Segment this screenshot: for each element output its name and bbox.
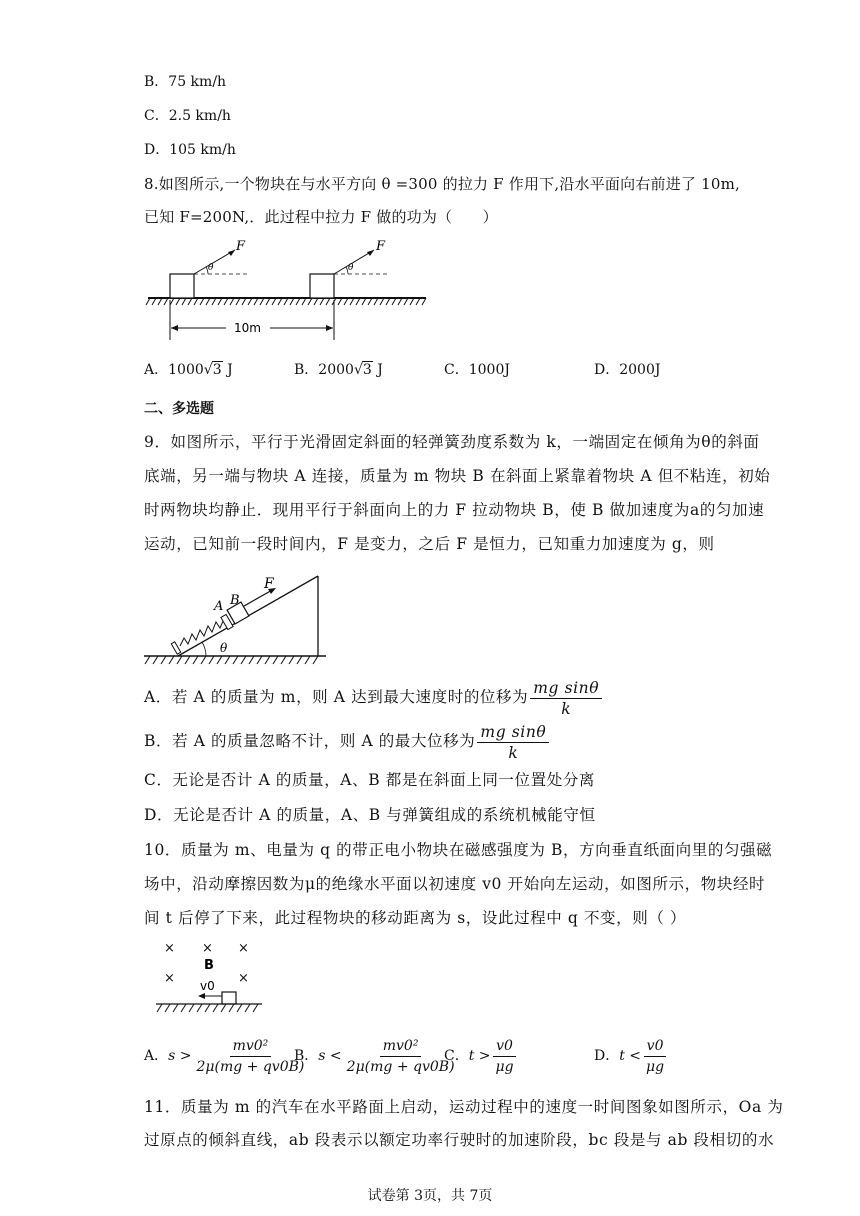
svg-text:×: × bbox=[238, 941, 249, 956]
svg-text:B: B bbox=[230, 593, 240, 608]
q8-stem-line-1: 8.如图所示,一个物块在与水平方向 θ =300 的拉力 F 作用下,沿水平面向右前进了 10m, bbox=[144, 175, 740, 193]
svg-text:θ: θ bbox=[348, 263, 354, 273]
q8-option-b: B．2000√3 J bbox=[294, 362, 383, 378]
svg-text:v0: v0 bbox=[200, 979, 215, 993]
svg-text:F: F bbox=[236, 239, 246, 254]
q8-stem-line-2: 已知 F=200N,．此过程中拉力 F 做的功为（ ） bbox=[144, 208, 498, 226]
q10-option-c: C．t > $\frac{v0}{\mu g}$ bbox=[444, 1036, 519, 1076]
q9-option-a-fraction: $\frac{\text{mg sinθ}}{k}$ bbox=[530, 679, 602, 718]
q10-option-a: A．s > $\frac{\text{mv0²}}{2\mu(mg + qv0B)}$ bbox=[144, 1037, 305, 1075]
page-footer: 试卷第 3页，共 7页 bbox=[367, 1188, 493, 1204]
q9-option-b-fraction: $\frac{\text{mg sinθ}}{k}$ bbox=[477, 723, 549, 762]
q7-option-b: B．75 km/h bbox=[144, 74, 227, 90]
q9-figure bbox=[140, 572, 330, 666]
q7-option-c: C．2.5 km/h bbox=[144, 108, 231, 124]
q11-stem-line-1: 11．质量为 m 的汽车在水平路面上启动，运动过程中的速度一时间图象如图所示，Oa 为 bbox=[144, 1098, 784, 1116]
svg-text:A: A bbox=[214, 599, 224, 614]
svg-text:×: × bbox=[202, 941, 213, 956]
q9-stem-line-1: 9．如图所示，平行于光滑固定斜面的轻弹簧劲度系数为 k，一端固定在倾角为θ的斜面 bbox=[144, 433, 760, 451]
q8-figure bbox=[140, 236, 430, 340]
q9-stem-line-4: 运动，已知前一段时间内，F 是变力，之后 F 是恒力，已知重力加速度为 g，则 bbox=[144, 535, 715, 553]
q7-option-d: D．105 km/h bbox=[144, 142, 236, 158]
svg-text:F: F bbox=[376, 239, 386, 254]
q11-stem-line-2: 过原点的倾斜直线，ab 段表示以额定功率行驶时的加速阶段，bc 段是与 ab 段相切的水 bbox=[144, 1131, 775, 1149]
svg-text:B: B bbox=[204, 958, 214, 973]
q10-stem-line-2: 场中，沿动摩擦因数为μ的绝缘水平面以初速度 v0 开始向左运动，如图所示，物块经时 bbox=[144, 875, 766, 893]
svg-text:×: × bbox=[238, 971, 249, 986]
svg-text:θ: θ bbox=[208, 263, 214, 273]
q10-option-d: D．t < $\frac{v0}{\mu g}$ bbox=[594, 1036, 669, 1076]
q9-stem-line-3: 时两物块均静止．现用平行于斜面向上的力 F 拉动物块 B，使 B 做加速度为a的匀加速 bbox=[144, 501, 765, 519]
q9-option-d: D．无论是否计 A 的质量，A、B 与弹簧组成的系统机械能守恒 bbox=[144, 806, 596, 824]
svg-text:θ: θ bbox=[220, 641, 228, 655]
q8-option-a: A．1000√3 J bbox=[144, 362, 233, 378]
q10-figure bbox=[150, 936, 270, 1018]
q9-option-a: A．若 A 的质量为 m，则 A 达到最大速度时的位移为 $\frac{\text{mg sinθ}}{k}$ bbox=[144, 677, 604, 718]
q9-option-c: C．无论是否计 A 的质量，A、B 都是在斜面上同一位置处分离 bbox=[144, 771, 596, 789]
q10-stem-line-3: 间 t 后停了下来，此过程物块的移动距离为 s，设此过程中 q 不变，则（ ） bbox=[144, 909, 687, 927]
svg-text:×: × bbox=[164, 941, 175, 956]
section-heading-multiple-choice: 二、多选题 bbox=[144, 401, 214, 417]
q10-stem-line-1: 10．质量为 m、电量为 q 的带正电小物块在磁感强度为 B，方向垂直纸面向里的匀强磁 bbox=[144, 841, 773, 859]
svg-text:10m: 10m bbox=[234, 321, 261, 335]
q8-option-c: C．1000J bbox=[444, 362, 510, 378]
svg-text:F: F bbox=[264, 576, 274, 592]
q9-option-b: B．若 A 的质量忽略不计，则 A 的最大位移为 $\frac{\text{mg sinθ}}{k}$ bbox=[144, 721, 551, 762]
q10-option-b: B．s < $\frac{\text{mv0²}}{2\mu(mg + qv0B)}$ bbox=[294, 1037, 455, 1075]
q8-option-d: D．2000J bbox=[594, 362, 661, 378]
q9-stem-line-2: 底端，另一端与物块 A 连接，质量为 m 物块 B 在斜面上紧靠着物块 A 但不粘连，初始 bbox=[144, 467, 771, 485]
svg-text:×: × bbox=[164, 971, 175, 986]
